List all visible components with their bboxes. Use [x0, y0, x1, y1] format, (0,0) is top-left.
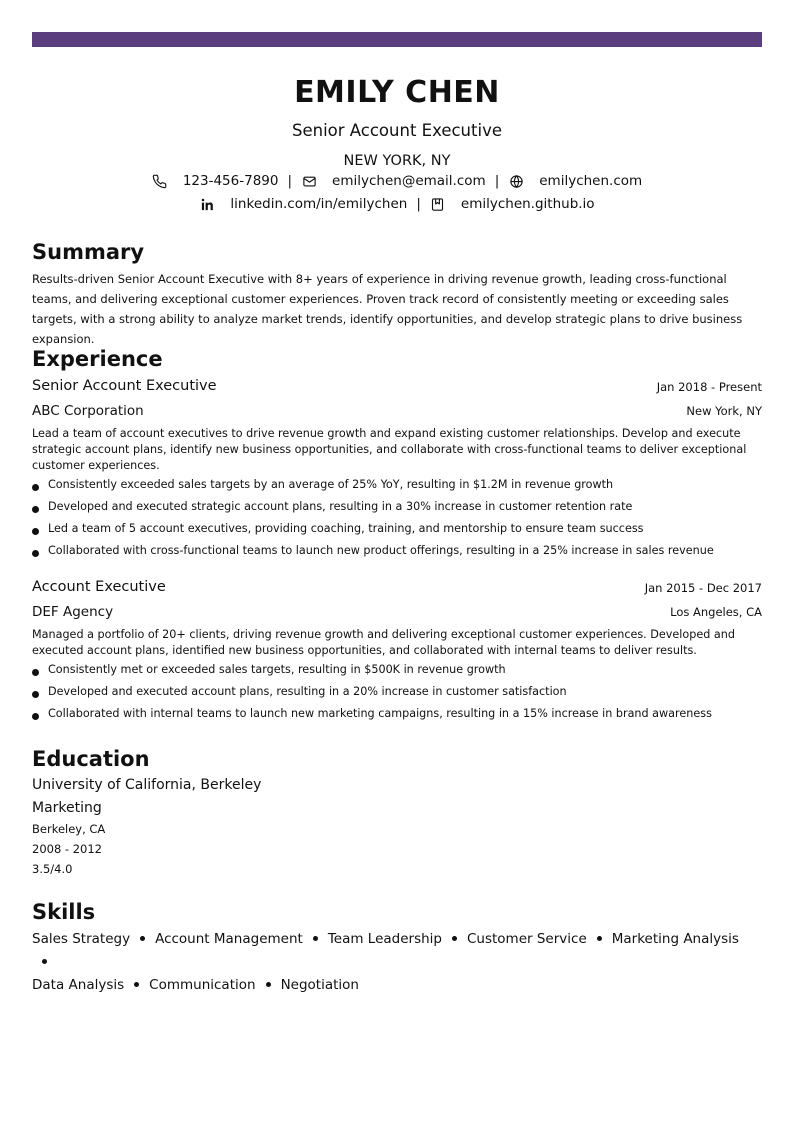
skill-separator	[42, 959, 47, 964]
website-link[interactable]: emilychen.com	[539, 173, 643, 189]
job-location: Los Angeles, CA	[670, 605, 762, 619]
bullet-text: Collaborated with internal teams to launch new marketing campaigns, resulting in a 15% increase in brand awareness	[48, 707, 712, 720]
bullet-dot	[32, 713, 39, 720]
linkedin-link[interactable]: linkedin.com/in/emilychen	[230, 196, 408, 212]
separator: |	[494, 173, 500, 189]
phone-icon	[152, 173, 168, 189]
job-dates: Jan 2015 - Dec 2017	[644, 581, 762, 595]
bullet-dot	[32, 528, 39, 535]
portfolio-icon	[430, 196, 446, 212]
job-description: Lead a team of account executives to drive revenue growth and expand existing customer relationships. Develop and execute strategic account plans, identify new business opportunities, and collaborate with cross-functional teams to deliver exceptional customer experiences.	[32, 427, 747, 472]
skills-list	[32, 928, 762, 997]
skill-separator	[313, 936, 318, 941]
list-item	[32, 707, 762, 729]
phone-text: 123-456-7890	[182, 173, 279, 189]
list-item	[32, 663, 762, 685]
portfolio-link[interactable]: emilychen.github.io	[460, 196, 595, 212]
bullet-dot	[32, 550, 39, 557]
list-item	[32, 500, 762, 522]
candidate-headline: Senior Account Executive	[292, 121, 502, 140]
email-icon	[301, 173, 317, 189]
list-item	[32, 478, 762, 500]
bullet-text: Consistently exceeded sales targets by an average of 25% YoY, resulting in $1.2M in revenue growth	[48, 478, 614, 491]
skill-separator	[140, 936, 145, 941]
section-title-education: Education	[32, 747, 150, 771]
job-company: ABC Corporation	[32, 403, 144, 419]
list-item	[32, 522, 762, 544]
bullet-text: Led a team of 5 account executives, providing coaching, training, and mentorship to ensure team success	[48, 522, 644, 535]
section-title-skills: Skills	[32, 900, 96, 924]
job-bullets	[32, 478, 762, 566]
separator: |	[416, 196, 421, 212]
job-title: Account Executive	[32, 579, 166, 595]
skill-item: Sales Strategy	[32, 931, 131, 947]
skill-separator	[266, 982, 271, 987]
skill-item: Team Leadership	[327, 931, 442, 947]
education-school: University of California, Berkeley	[32, 777, 262, 793]
list-item	[32, 544, 762, 566]
skill-item: Customer Service	[466, 931, 587, 947]
skill-separator	[597, 936, 602, 941]
contact-row-secondary	[0, 196, 794, 212]
bullet-dot	[32, 506, 39, 513]
skill-separator	[134, 982, 139, 987]
skill-item: Negotiation	[280, 977, 359, 993]
bullet-dot	[32, 484, 39, 491]
education-field: Marketing	[32, 800, 102, 816]
linkedin-icon	[199, 196, 215, 212]
job-dates: Jan 2018 - Present	[656, 380, 762, 394]
separator: |	[287, 173, 293, 189]
bullet-dot	[32, 691, 39, 698]
summary-text: Results-driven Senior Account Executive with 8+ years of experience in driving revenue growth, leading cross-functional teams, and delivering exceptional customer experiences. Proven track record of consistently meeting or exceeding sales targets, with a strong ability to analyze market trends, identify opportunities, and develop strategic plans to drive business expansion.	[32, 272, 743, 346]
job-bullets	[32, 663, 762, 729]
accent-bar	[32, 32, 762, 47]
skill-separator	[452, 936, 457, 941]
skill-item: Communication	[149, 977, 256, 993]
skill-item: Account Management	[155, 931, 303, 947]
list-item	[32, 685, 762, 707]
bullet-text: Collaborated with cross-functional teams to launch new product offerings, resulting in a 25% increase in sales revenue	[48, 544, 714, 557]
job-title: Senior Account Executive	[32, 378, 217, 394]
education-location: Berkeley, CA	[32, 822, 106, 836]
candidate-location: NEW YORK, NY	[343, 153, 451, 169]
candidate-name: EMILY CHEN	[294, 75, 500, 110]
section-title-experience: Experience	[32, 347, 163, 371]
globe-icon	[508, 173, 524, 189]
bullet-text: Developed and executed account plans, resulting in a 20% increase in customer satisfaction	[48, 685, 567, 698]
bullet-text: Developed and executed strategic account plans, resulting in a 30% increase in customer retention rate	[48, 500, 633, 513]
education-gpa: 3.5/4.0	[32, 862, 73, 876]
job-location: New York, NY	[686, 404, 762, 418]
skill-item: Data Analysis	[32, 977, 125, 993]
job-description: Managed a portfolio of 20+ clients, driving revenue growth and delivering exceptional customer experiences. Developed and executed account plans, identified new business opportunities, and collaborated with internal teams to deliver results.	[32, 628, 735, 657]
bullet-dot	[32, 669, 39, 676]
job-company: DEF Agency	[32, 604, 114, 620]
email-link[interactable]: emilychen@email.com	[332, 173, 486, 189]
section-title-summary: Summary	[32, 240, 145, 264]
education-dates: 2008 - 2012	[32, 842, 102, 856]
bullet-text: Consistently met or exceeded sales targets, resulting in $500K in revenue growth	[48, 663, 506, 676]
contact-row-primary	[0, 173, 794, 189]
skill-item: Marketing Analysis	[611, 931, 739, 947]
